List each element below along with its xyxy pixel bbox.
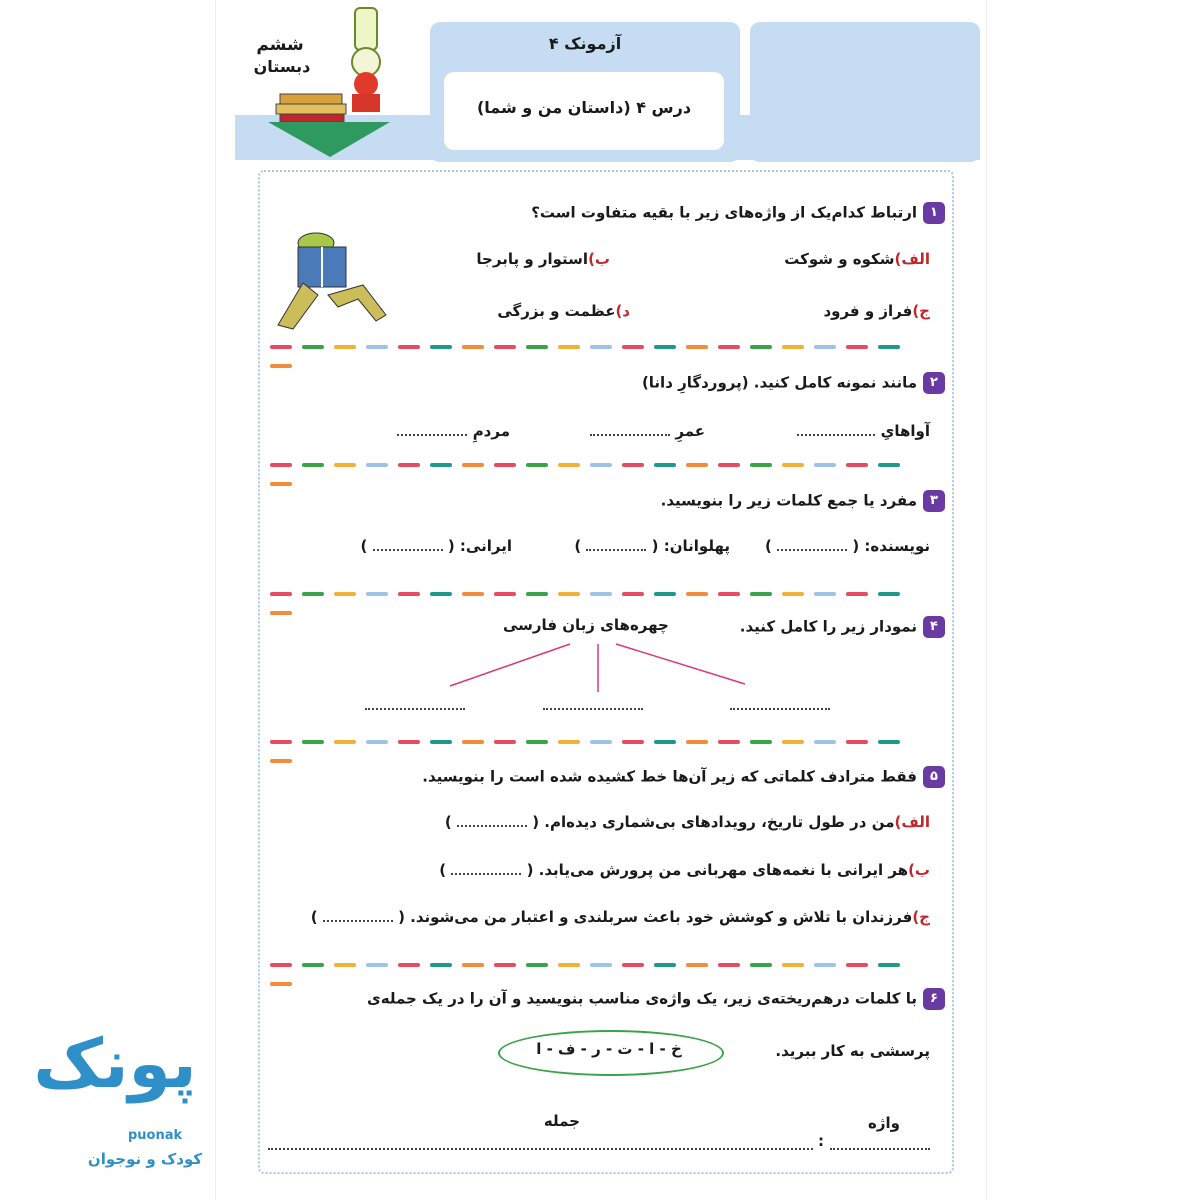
question-6-continued: پرسشی به کار ببرید. bbox=[775, 1042, 930, 1060]
question-1: ۱ارتباط کدام‌یک از واژه‌های زیر با بقیه متفاوت است؟ bbox=[531, 202, 945, 224]
q6-word-label: واژه bbox=[868, 1114, 900, 1132]
q4-diagram-center: چهره‌های زبان فارسی bbox=[503, 616, 669, 634]
q2-item-3[interactable]: مردمِ bbox=[397, 422, 510, 440]
q2-item-2[interactable]: عمرِ bbox=[590, 422, 705, 440]
q6-sentence-label: جمله bbox=[543, 1112, 580, 1130]
question-3: ۳مفرد یا جمع کلمات زیر را بنویسید. bbox=[661, 490, 945, 512]
q1-option-b: ب)استوار و پابرجا bbox=[476, 250, 610, 268]
question-2-number: ۲ bbox=[923, 372, 945, 394]
school-label: دبستان bbox=[253, 57, 311, 76]
q3-item-1[interactable]: نویسنده: ( ) bbox=[765, 537, 930, 555]
q6-sentence-answer-line[interactable] bbox=[268, 1138, 813, 1150]
lamp-books-illustration bbox=[240, 2, 425, 162]
question-4-number: ۴ bbox=[923, 616, 945, 638]
question-1-number: ۱ bbox=[923, 202, 945, 224]
divider-2 bbox=[270, 463, 935, 467]
q2-item-1[interactable]: آواهایِ bbox=[797, 422, 930, 440]
q1-option-d: د)عظمت و بزرگی bbox=[497, 302, 630, 320]
divider-3 bbox=[270, 592, 935, 596]
q1-option-a: الف)شکوه و شوکت bbox=[784, 250, 930, 268]
question-4: ۴نمودار زیر را کامل کنید. bbox=[740, 616, 945, 638]
q4-blank-2[interactable] bbox=[543, 698, 643, 710]
q5-item-b[interactable]: ب)هر ایرانی با نغمه‌های مهربانی من پرورش می‌یابد. ( ) bbox=[439, 861, 930, 879]
lesson-title: درس ۴ (داستان من و شما) bbox=[476, 98, 692, 117]
exam-title: آزمونک ۴ bbox=[548, 34, 622, 53]
puonak-watermark bbox=[20, 1010, 215, 1190]
question-2: ۲مانند نمونه کامل کنید. (پروردگارِ دانا) bbox=[642, 372, 945, 394]
watermark-latin: puonak bbox=[128, 1128, 183, 1143]
question-6: ۶با کلمات درهم‌ریخته‌ی زیر، یک واژه‌ی مناسب بنویسید و آن را در یک جمله‌ی bbox=[367, 988, 945, 1010]
q5-item-a[interactable]: الف)من در طول تاریخ، رویدادهای بی‌شماری دیده‌ام. ( ) bbox=[444, 813, 930, 831]
q3-item-2[interactable]: پهلوانان: ( ) bbox=[574, 537, 730, 555]
q4-blank-1[interactable] bbox=[365, 698, 465, 710]
divider-1 bbox=[270, 345, 935, 349]
reading-frog-illustration bbox=[268, 225, 390, 330]
q4-branch-lines bbox=[440, 638, 760, 698]
q6-scrambled-letters: خ - ا - ت - ر - ف - ا bbox=[536, 1040, 682, 1058]
question-5-number: ۵ bbox=[923, 766, 945, 788]
question-3-number: ۳ bbox=[923, 490, 945, 512]
question-5: ۵فقط مترادف کلماتی که زیر آن‌ها خط کشیده شده است را بنویسید. bbox=[422, 766, 945, 788]
student-info-box bbox=[750, 22, 980, 162]
divider-4 bbox=[270, 740, 935, 744]
question-6-number: ۶ bbox=[923, 988, 945, 1010]
q4-blank-3[interactable] bbox=[730, 698, 830, 710]
grade-label: ششم bbox=[256, 35, 304, 55]
q3-item-3[interactable]: ایرانی: ( ) bbox=[360, 537, 512, 555]
q1-option-c: ج)فراز و فرود bbox=[823, 302, 930, 320]
q6-word-answer-line[interactable] bbox=[830, 1138, 930, 1150]
watermark-tagline: کودک و نوجوان bbox=[87, 1150, 203, 1168]
watermark-logo: پونک bbox=[33, 1025, 197, 1104]
divider-5 bbox=[270, 963, 935, 967]
q5-item-c[interactable]: ج)فرزندان با تلاش و کوشش خود باعث سربلندی و اعتبار من می‌شوند. ( ) bbox=[310, 908, 930, 926]
